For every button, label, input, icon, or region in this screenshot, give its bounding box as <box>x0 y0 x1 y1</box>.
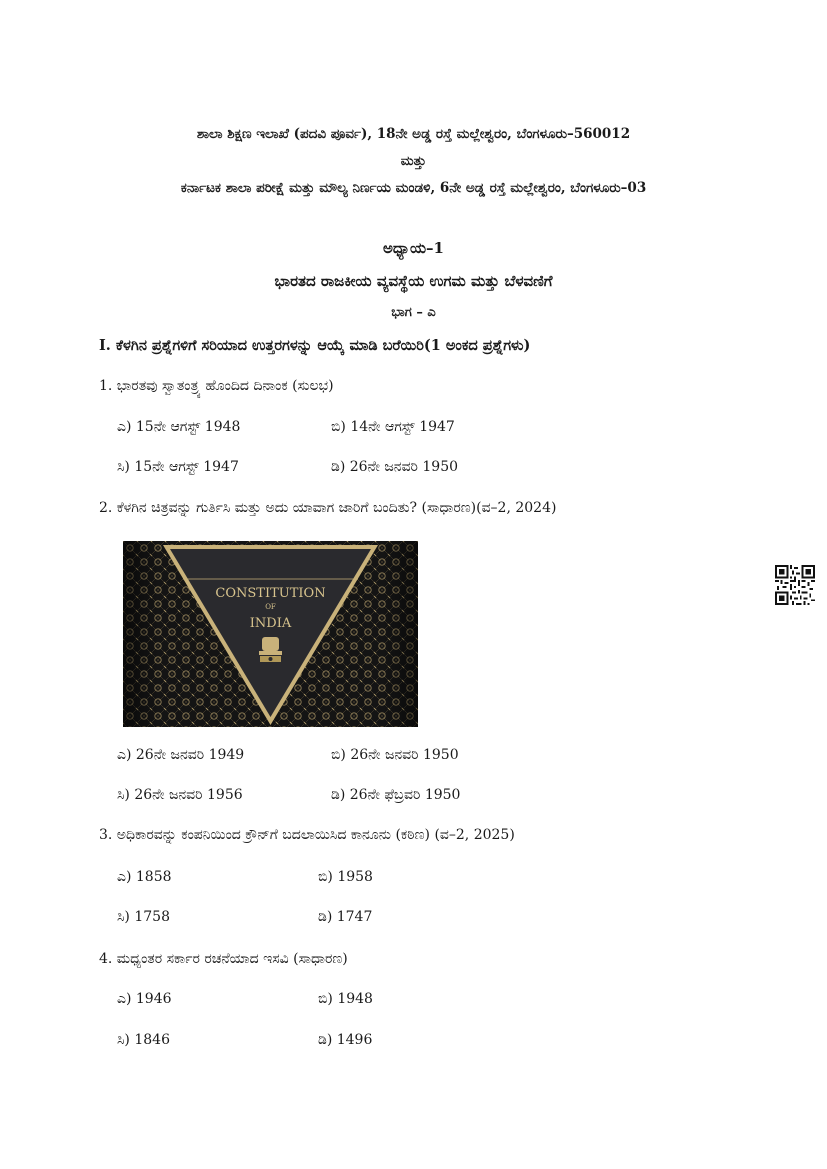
section-heading <box>99 337 530 354</box>
q3-option-a: ಎ) 1858 <box>117 869 172 885</box>
q2-option-d: ಡಿ) 26ನೇ ಫೆಬ್ರವರಿ 1950 <box>331 787 461 803</box>
q2-option-c: ಸಿ) 26ನೇ ಜನವರಿ 1956 <box>117 787 243 803</box>
chapter-number: ಅಧ್ಯಾಯ–1 <box>383 239 444 257</box>
question-1: 1. ಭಾರತವು ಸ್ವಾತಂತ್ರ್ಯ ಹೊಂದಿದ ದಿನಾಂಕ (ಸುಲಭ) <box>99 378 334 394</box>
q4-option-d: ಡಿ) 1496 <box>318 1032 373 1048</box>
chapter-title: ಭಾರತದ ರಾಜಕೀಯ ವ್ಯವಸ್ಥೆಯ ಉಗಮ ಮತ್ತು ಬೆಳವಣಿಗೆ <box>274 272 553 290</box>
section-instruction: ಕೆಳಗಿನ ಪ್ರಶ್ನೆಗಳಿಗೆ ಸರಿಯಾದ ಉತ್ತರಗಳನ್ನು ಆಯ್ಕೆ ಮಾಡಿ ಬರೆಯಿರಿ(1 ಅಂಕದ ಪ್ರಶ್ನೆಗಳು) <box>115 337 531 354</box>
question-3: 3. ಅಧಿಕಾರವನ್ನು ಕಂಪನಿಯಿಂದ ಕ್ರೌನ್‌ಗೆ ಬದಲಾಯಿಸಿದ ಕಾನೂನು (ಕಠಿಣ) (ವ–2, 2025) <box>99 827 515 843</box>
question-2: 2. ಕೆಳಗಿನ ಚಿತ್ರವನ್ನು ಗುರ್ತಿಸಿ ಮತ್ತು ಅದು ಯಾವಾಗ ಜಾರಿಗೆ ಬಂದಿತು? (ಸಾಧಾರಣ)(ವ–2, 2024) <box>99 500 557 516</box>
q2-option-a: ಎ) 26ನೇ ಜನವರಿ 1949 <box>117 747 245 763</box>
q1-option-a: ಎ) 15ನೇ ಆಗಸ್ಟ್ 1948 <box>117 419 241 435</box>
q4-option-a: ಎ) 1946 <box>117 991 172 1007</box>
qr-code-icon[interactable] <box>775 565 815 605</box>
header-line-1: ಶಾಲಾ ಶಿಕ್ಷಣ ಇಲಾಖೆ (ಪದವಿ ಪೂರ್ವ), 18ನೇ ಅಡ್ಡ ರಸ್ತೆ ಮಲ್ಲೇಶ್ವರಂ, ಬೆಂಗಳೂರು–560012 <box>196 126 631 142</box>
part-label: ಭಾಗ – ಎ <box>391 305 436 320</box>
q2-option-b: ಬಿ) 26ನೇ ಜನವರಿ 1950 <box>331 747 459 763</box>
header-line-2: ಮತ್ತು <box>400 153 427 169</box>
q3-option-b: ಬಿ) 1958 <box>318 869 373 885</box>
q3-option-d: ಡಿ) 1747 <box>318 909 373 925</box>
q4-option-c: ಸಿ) 1846 <box>117 1032 170 1048</box>
q3-option-c: ಸಿ) 1758 <box>117 909 170 925</box>
constitution-book-image <box>123 541 418 727</box>
book-edge-shading <box>123 541 418 727</box>
q1-option-b: ಬಿ) 14ನೇ ಆಗಸ್ಟ್ 1947 <box>331 419 455 435</box>
question-4: 4. ಮಧ್ಯಂತರ ಸರ್ಕಾರ ರಚನೆಯಾದ ಇಸವಿ (ಸಾಧಾರಣ) <box>99 951 348 967</box>
header-line-3: ಕರ್ನಾಟಕ ಶಾಲಾ ಪರೀಕ್ಷೆ ಮತ್ತು ಮೌಲ್ಯ ನಿರ್ಣಯ ಮಂಡಳಿ, 6ನೇ ಅಡ್ಡ ರಸ್ತೆ ಮಲ್ಲೇಶ್ವರಂ, ಬೆಂಗಳೂರು–03 <box>180 180 647 196</box>
q1-option-c: ಸಿ) 15ನೇ ಆಗಸ್ಟ್ 1947 <box>117 459 239 475</box>
section-numeral: I. <box>99 337 111 354</box>
q4-option-b: ಬಿ) 1948 <box>318 991 373 1007</box>
q1-option-d: ಡಿ) 26ನೇ ಜನವರಿ 1950 <box>331 459 459 475</box>
